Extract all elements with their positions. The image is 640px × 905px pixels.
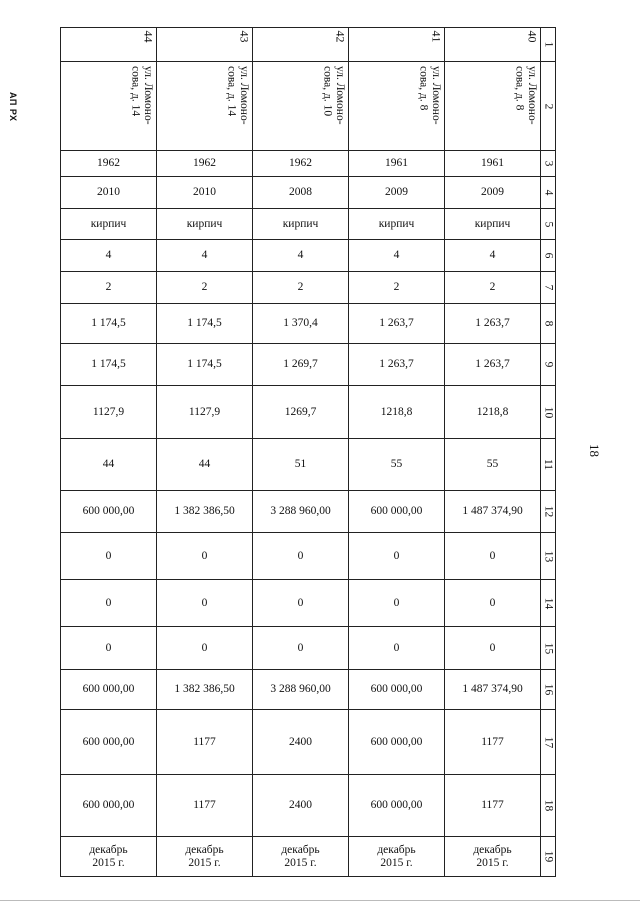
- table-row: [61, 151, 556, 177]
- cell-value: 1961: [481, 157, 504, 169]
- address-cell: [61, 62, 157, 151]
- cell-value: 600 000,00: [82, 735, 135, 748]
- cell-value: 1 382 386,50: [174, 683, 235, 695]
- row-number: 13: [542, 550, 555, 562]
- cell-value: 0: [489, 549, 496, 562]
- cell-value: 1218,8: [380, 405, 413, 418]
- row-number: 7: [542, 284, 555, 291]
- cell-value: декабрь 2015 г.: [377, 843, 416, 869]
- row-number: 18: [542, 799, 555, 812]
- column-number-cell: [61, 28, 157, 62]
- data-cell: [349, 272, 445, 304]
- cell-value: 2010: [97, 186, 120, 198]
- cell-value: 1 382 386,50: [174, 505, 235, 517]
- row-number-cell: [541, 775, 556, 837]
- table-row: [61, 177, 556, 209]
- cell-value: 3 288 960,00: [270, 505, 331, 517]
- cell-value: 0: [297, 549, 304, 562]
- cell-value: 1961: [385, 157, 408, 169]
- cell-value: 1218,8: [476, 405, 509, 418]
- cell-value: 600 000,00: [370, 505, 423, 517]
- data-cell: [253, 304, 349, 344]
- cell-value: 44: [198, 458, 211, 470]
- cell-value: 600 000,00: [82, 799, 135, 811]
- column-number: 40: [525, 30, 540, 43]
- data-cell: [349, 344, 445, 386]
- data-cell: [445, 580, 541, 627]
- data-cell: [349, 240, 445, 272]
- cell-value: 51: [294, 458, 307, 470]
- data-cell: [61, 386, 157, 439]
- data-cell: [349, 775, 445, 837]
- data-cell: [61, 627, 157, 670]
- data-cell: [61, 837, 157, 877]
- cell-value: 2: [201, 281, 208, 293]
- table-row: [61, 775, 556, 837]
- data-cell: [445, 240, 541, 272]
- data-cell: [253, 344, 349, 386]
- data-cell: [445, 775, 541, 837]
- cell-value: 0: [393, 549, 400, 562]
- row-number: 12: [542, 505, 555, 518]
- address-cell: [445, 62, 541, 151]
- column-number-cell: [445, 28, 541, 62]
- cell-value: 1127,9: [92, 405, 125, 418]
- data-cell: [253, 627, 349, 670]
- cell-value: 1 269,7: [283, 358, 318, 370]
- data-cell: [61, 151, 157, 177]
- data-cell: [253, 240, 349, 272]
- data-cell: [157, 580, 253, 627]
- data-cell: [157, 344, 253, 386]
- cell-value: 600 000,00: [82, 683, 135, 695]
- cell-value: 1962: [193, 157, 216, 169]
- cell-value: 1 487 374,90: [462, 505, 523, 517]
- data-cell: [61, 304, 157, 344]
- table-row: [61, 533, 556, 580]
- row-number: 19: [542, 850, 555, 863]
- cell-value: 2: [297, 281, 304, 293]
- data-cell: [61, 670, 157, 710]
- page-number: 18: [587, 444, 602, 457]
- data-cell: [157, 627, 253, 670]
- cell-value: 2: [489, 281, 496, 293]
- data-cell: [253, 837, 349, 877]
- data-cell: [61, 580, 157, 627]
- cell-value: 1962: [97, 157, 120, 169]
- column-number: 44: [141, 30, 156, 43]
- cell-value: 0: [489, 596, 496, 609]
- data-cell: [253, 491, 349, 533]
- cell-value: 4: [201, 249, 208, 261]
- data-cell: [61, 209, 157, 240]
- cell-value: 2008: [289, 186, 312, 198]
- cell-value: 1 174,5: [187, 317, 222, 329]
- data-cell: [445, 344, 541, 386]
- cell-value: 1 370,4: [283, 317, 318, 329]
- row-number: 2: [542, 103, 555, 109]
- row-number-cell: [541, 439, 556, 491]
- data-cell: [61, 491, 157, 533]
- data-cell: [253, 775, 349, 837]
- data-cell: [157, 491, 253, 533]
- table-row: [61, 304, 556, 344]
- data-cell: [349, 627, 445, 670]
- row-number-cell: [541, 710, 556, 775]
- cell-value: 1 263,7: [475, 317, 510, 329]
- cell-value: 1269,7: [284, 405, 317, 418]
- column-number: 41: [429, 30, 444, 43]
- data-cell: [445, 439, 541, 491]
- cell-value: декабрь 2015 г.: [281, 843, 320, 869]
- data-cell: [157, 240, 253, 272]
- row-number-cell: [541, 62, 556, 151]
- data-cell: [445, 151, 541, 177]
- data-cell: [157, 710, 253, 775]
- cell-value: 4: [489, 249, 496, 261]
- data-cell: [157, 151, 253, 177]
- table-row: [61, 272, 556, 304]
- address-text: ул. Ломоно- сова, д. 8: [417, 66, 442, 125]
- column-number-cell: [253, 28, 349, 62]
- table-row: [61, 344, 556, 386]
- data-cell: [445, 837, 541, 877]
- row-number: 4: [542, 189, 555, 196]
- table-row: [61, 209, 556, 240]
- cell-value: 600 000,00: [370, 683, 423, 695]
- data-cell: [61, 533, 157, 580]
- data-cell: [61, 240, 157, 272]
- table-row: [61, 62, 556, 151]
- address-cell: [253, 62, 349, 151]
- column-number-cell: [349, 28, 445, 62]
- cell-value: 1 263,7: [379, 358, 414, 370]
- data-cell: [157, 775, 253, 837]
- data-cell: [157, 209, 253, 240]
- row-number: 9: [542, 361, 555, 368]
- address-text: ул. Ломоно- сова, д. 10: [321, 66, 346, 125]
- cell-value: 0: [393, 641, 400, 654]
- cell-value: 4: [393, 249, 400, 261]
- cell-value: 0: [297, 641, 304, 654]
- row-number-cell: [541, 304, 556, 344]
- cell-value: 1 487 374,90: [462, 683, 523, 695]
- data-cell: [61, 710, 157, 775]
- table-row: [61, 28, 556, 62]
- cell-value: декабрь 2015 г.: [89, 843, 128, 869]
- cell-value: 4: [297, 249, 304, 261]
- data-cell: [157, 386, 253, 439]
- row-number-cell: [541, 151, 556, 177]
- row-number: 1: [542, 41, 555, 48]
- cell-value: 1 263,7: [379, 317, 414, 329]
- cell-value: 1177: [193, 799, 216, 811]
- row-number: 15: [542, 642, 555, 654]
- data-cell: [61, 272, 157, 304]
- table-row: [61, 710, 556, 775]
- cell-value: 1 174,5: [187, 358, 222, 370]
- row-number-cell: [541, 240, 556, 272]
- data-cell: [349, 533, 445, 580]
- cell-value: 44: [102, 458, 115, 470]
- cell-value: 2009: [385, 186, 408, 198]
- data-cell: [445, 177, 541, 209]
- cell-value: 600 000,00: [370, 735, 423, 748]
- row-number-cell: [541, 272, 556, 304]
- data-cell: [61, 439, 157, 491]
- cell-value: 2010: [193, 186, 216, 198]
- table-row: [61, 386, 556, 439]
- data-cell: [61, 775, 157, 837]
- data-cell: [157, 439, 253, 491]
- row-number: 10: [542, 406, 555, 418]
- row-number: 8: [542, 320, 555, 327]
- cell-value: кирпич: [282, 217, 319, 230]
- cell-value: 1127,9: [188, 405, 221, 418]
- cell-value: 1 174,5: [91, 358, 126, 370]
- data-cell: [253, 177, 349, 209]
- row-number: 11: [542, 458, 555, 471]
- data-cell: [445, 386, 541, 439]
- data-cell: [349, 710, 445, 775]
- cell-value: 1962: [289, 157, 312, 169]
- cell-value: кирпич: [90, 217, 127, 230]
- data-cell: [157, 670, 253, 710]
- cell-value: 0: [201, 549, 208, 562]
- data-cell: [253, 670, 349, 710]
- table-row: [61, 837, 556, 877]
- data-cell: [349, 670, 445, 710]
- cell-value: кирпич: [186, 217, 223, 230]
- housing-table: [60, 27, 556, 877]
- column-number: 42: [333, 30, 348, 43]
- cell-value: 600 000,00: [370, 799, 423, 811]
- data-cell: [253, 580, 349, 627]
- data-cell: [253, 439, 349, 491]
- data-cell: [253, 272, 349, 304]
- data-cell: [445, 491, 541, 533]
- data-cell: [349, 177, 445, 209]
- cell-value: 55: [486, 458, 499, 470]
- cell-value: 600 000,00: [82, 505, 135, 517]
- cell-value: 55: [390, 458, 403, 470]
- data-cell: [445, 533, 541, 580]
- row-number-cell: [541, 670, 556, 710]
- row-number: 16: [542, 683, 555, 696]
- cell-value: 2: [105, 281, 112, 293]
- cell-value: декабрь 2015 г.: [473, 843, 512, 869]
- data-cell: [253, 710, 349, 775]
- data-cell: [445, 627, 541, 670]
- table-row: [61, 627, 556, 670]
- row-number: 6: [542, 252, 555, 259]
- data-cell: [349, 304, 445, 344]
- data-cell: [157, 272, 253, 304]
- data-cell: [157, 837, 253, 877]
- cell-value: 3 288 960,00: [270, 683, 331, 695]
- row-number: 3: [542, 160, 555, 167]
- data-cell: [61, 177, 157, 209]
- cell-value: 1177: [481, 735, 504, 748]
- data-cell: [445, 304, 541, 344]
- bottom-rule: [0, 900, 640, 901]
- address-text: ул. Ломоно- сова, д. 14: [225, 66, 250, 125]
- cell-value: 0: [489, 641, 496, 654]
- address-cell: [349, 62, 445, 151]
- column-number: 43: [237, 30, 252, 43]
- cell-value: 0: [105, 549, 112, 562]
- row-number-cell: [541, 627, 556, 670]
- data-cell: [157, 177, 253, 209]
- row-number-cell: [541, 533, 556, 580]
- data-cell: [349, 837, 445, 877]
- data-cell: [253, 386, 349, 439]
- table-row: [61, 240, 556, 272]
- cell-value: 2400: [289, 735, 312, 748]
- cell-value: 2009: [481, 186, 504, 198]
- row-number-cell: [541, 209, 556, 240]
- cell-value: кирпич: [474, 217, 511, 230]
- cell-value: 0: [297, 596, 304, 609]
- archive-mark: АП РХ: [8, 92, 18, 122]
- cell-value: 0: [393, 596, 400, 609]
- data-cell: [157, 304, 253, 344]
- row-number-cell: [541, 344, 556, 386]
- row-number: 17: [542, 736, 555, 748]
- cell-value: 0: [105, 641, 112, 654]
- row-number-cell: [541, 177, 556, 209]
- data-cell: [445, 670, 541, 710]
- data-cell: [349, 151, 445, 177]
- row-number-cell: [541, 386, 556, 439]
- row-number-cell: [541, 28, 556, 62]
- cell-value: 4: [105, 249, 112, 261]
- table-row: [61, 670, 556, 710]
- data-cell: [253, 209, 349, 240]
- row-number-cell: [541, 837, 556, 877]
- data-cell: [349, 209, 445, 240]
- data-cell: [253, 151, 349, 177]
- data-cell: [349, 491, 445, 533]
- row-number: 14: [542, 597, 555, 609]
- row-number-cell: [541, 580, 556, 627]
- cell-value: кирпич: [378, 217, 415, 230]
- row-number: 5: [542, 221, 555, 227]
- data-cell: [349, 580, 445, 627]
- row-number-cell: [541, 491, 556, 533]
- cell-value: 1177: [481, 799, 504, 811]
- address-cell: [157, 62, 253, 151]
- cell-value: 1 263,7: [475, 358, 510, 370]
- cell-value: 1 174,5: [91, 317, 126, 329]
- data-cell: [349, 386, 445, 439]
- data-cell: [445, 209, 541, 240]
- cell-value: 2400: [289, 799, 312, 811]
- data-cell: [349, 439, 445, 491]
- data-cell: [445, 710, 541, 775]
- table-row: [61, 439, 556, 491]
- cell-value: 2: [393, 281, 400, 293]
- address-text: ул. Ломоно- сова, д. 8: [513, 66, 538, 125]
- data-cell: [445, 272, 541, 304]
- data-cell: [253, 533, 349, 580]
- address-text: ул. Ломоно- сова, д. 14: [129, 66, 154, 125]
- cell-value: декабрь 2015 г.: [185, 843, 224, 869]
- cell-value: 0: [201, 641, 208, 654]
- table-row: [61, 491, 556, 533]
- column-number-cell: [157, 28, 253, 62]
- cell-value: 0: [105, 596, 112, 609]
- data-cell: [61, 344, 157, 386]
- data-cell: [157, 533, 253, 580]
- cell-value: 1177: [193, 735, 216, 748]
- cell-value: 0: [201, 596, 208, 609]
- table-row: [61, 580, 556, 627]
